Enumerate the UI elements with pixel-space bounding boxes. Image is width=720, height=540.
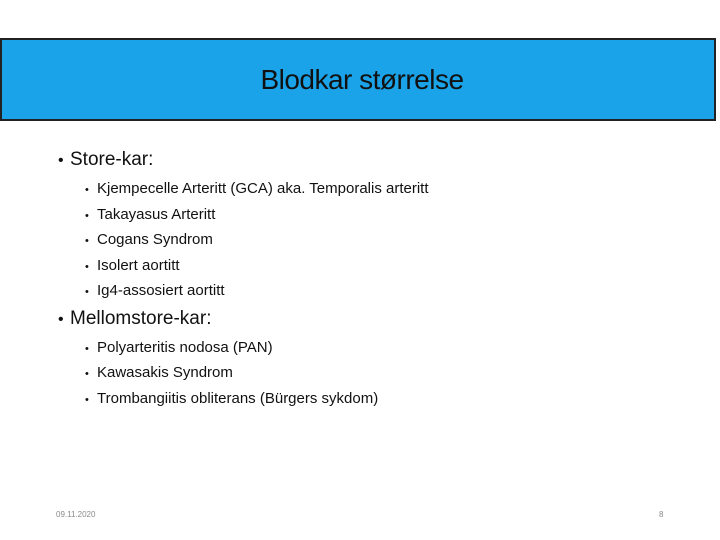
section-heading [58, 307, 698, 332]
section-heading-label: Store-kar: [70, 149, 154, 170]
bullet-list [85, 177, 698, 305]
list-item-label: Cogans Syndrom [97, 231, 213, 248]
title-bar [0, 38, 716, 121]
slide-body [58, 148, 698, 412]
bullet-list [85, 336, 698, 413]
section-heading-label: Mellomstore-kar: [70, 307, 212, 329]
list-item [85, 361, 698, 387]
list-item-label: Ig4-assosiert aortitt [97, 282, 225, 299]
section-heading [58, 148, 698, 173]
list-item-label: Polyarteritis nodosa (PAN) [97, 338, 273, 356]
section-store-kar [58, 148, 698, 305]
list-item-label: Kawasakis Syndrom [97, 364, 233, 381]
list-item [85, 228, 698, 254]
list-item-label: Kjempecelle Arteritt (GCA) aka. Temporalis arteritt [97, 180, 429, 197]
list-item [85, 254, 698, 280]
bullet-icon: • [85, 368, 89, 380]
list-item [85, 203, 698, 229]
list-item [85, 336, 698, 362]
bullet-icon: • [85, 184, 89, 196]
list-item-label: Isolert aortitt [97, 256, 180, 274]
slide-title: Blodkar størrelse [260, 63, 464, 95]
bullet-icon: • [58, 152, 64, 169]
bullet-icon: • [58, 310, 64, 328]
bullet-icon: • [85, 235, 89, 247]
bullet-icon: • [85, 342, 89, 355]
list-item [85, 279, 698, 305]
footer-date: 09.11.2020 [56, 510, 96, 519]
bullet-icon: • [85, 286, 89, 298]
list-item-label: Takayasus Arteritt [97, 205, 216, 223]
footer-page-number: 8 [659, 510, 664, 519]
section-mellomstore-kar [58, 307, 698, 413]
list-item [85, 177, 698, 203]
bullet-icon: • [85, 260, 89, 273]
list-item-label: Trombangiitis obliterans (Bürgers sykdom) [97, 389, 379, 407]
bullet-icon: • [85, 209, 89, 222]
list-item [85, 387, 698, 413]
bullet-icon: • [85, 393, 89, 406]
